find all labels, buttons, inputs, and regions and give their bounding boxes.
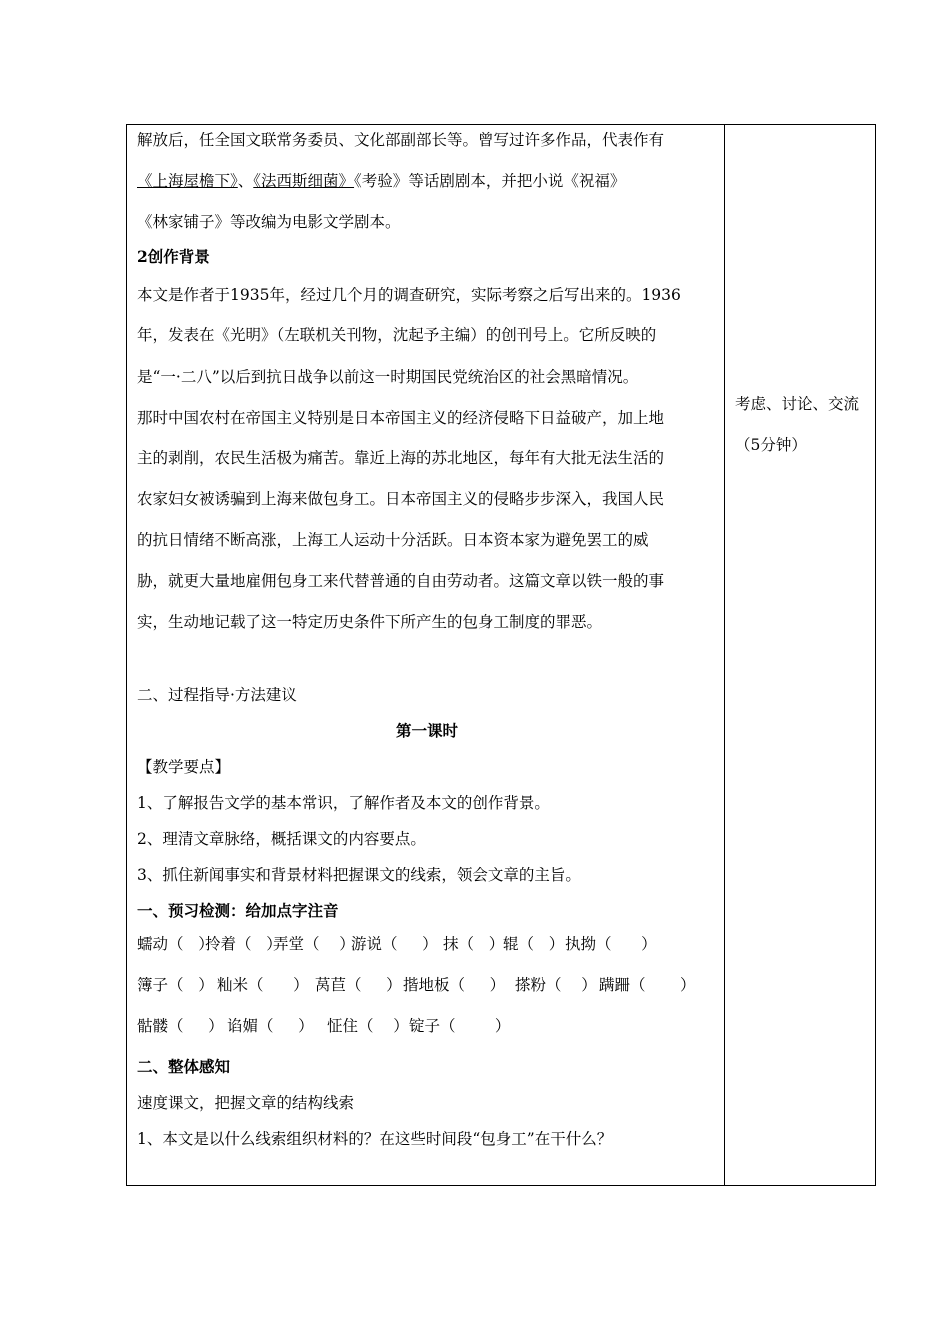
question-1: 1、本文是以什么线索组织材料的？在这些时间段“包身工”在干什么？ bbox=[137, 1130, 613, 1148]
word: 执拗 bbox=[565, 935, 597, 953]
word: 簿子 bbox=[137, 976, 169, 994]
background-line-2: 年，发表在《光明》（左联机关刊物，沈起予主编）的创刊号上。它所反映的 bbox=[137, 326, 657, 344]
pinyin-row-2 bbox=[137, 975, 717, 995]
word: 骷髅 bbox=[137, 1017, 169, 1035]
work-title-1: 《上海屋檐下》 bbox=[137, 172, 238, 190]
intro-line-2 bbox=[137, 171, 717, 191]
key-points-heading: 【教学要点】 bbox=[137, 758, 231, 776]
works-separator: 、 bbox=[237, 172, 254, 190]
lesson-table bbox=[126, 124, 876, 1186]
word-item: 揩地板（ ） bbox=[403, 976, 506, 994]
preview-heading: 一、预习检测：给加点字注音 bbox=[137, 901, 339, 920]
word: 搽粉 bbox=[515, 976, 547, 994]
background-line-8: 胁，就更大量地雇佣包身工来代替普通的自由劳动者。这篇文章以铁一般的事 bbox=[137, 572, 665, 590]
word: 谄媚 bbox=[227, 1017, 259, 1035]
word: 锭子 bbox=[409, 1017, 441, 1035]
word: 莴苣 bbox=[315, 976, 347, 994]
pinyin-row-1 bbox=[137, 934, 717, 954]
word: 怔住 bbox=[327, 1017, 359, 1035]
word: 蠕动 bbox=[137, 935, 169, 953]
work-title-2: 《法西斯细菌》 bbox=[253, 172, 355, 190]
key-point-1: 1、了解报告文学的基本常识，了解作者及本文的创作背景。 bbox=[137, 794, 550, 812]
word: 蹒跚 bbox=[599, 976, 631, 994]
word-item: 游说（ ） bbox=[351, 935, 438, 953]
key-point-2: 2、理清文章脉络，概括课文的内容要点。 bbox=[137, 830, 426, 848]
word-item: 簿子（ ） bbox=[137, 976, 214, 994]
word: 辊 bbox=[503, 935, 519, 953]
word-item: 蠕动（ ） bbox=[137, 935, 214, 953]
word-item: 执拗（ ） bbox=[565, 935, 657, 953]
activity-note: 考虑、讨论、交流 bbox=[735, 395, 860, 413]
overall-text: 速度课文，把握文章的结构线索 bbox=[137, 1094, 355, 1112]
word-item: 莴苣（ ） bbox=[315, 976, 402, 994]
lesson-title: 第一课时 bbox=[395, 721, 458, 740]
word-item: 搽粉（ ） bbox=[515, 976, 597, 994]
word-item: 拎着（ ） bbox=[205, 935, 282, 953]
background-line-5: 主的剥削，农民生活极为痛苦。靠近上海的苏北地区，每年有大批无法生活的 bbox=[137, 449, 665, 467]
pinyin-row-3 bbox=[137, 1016, 717, 1036]
word-item: 骷髅（ ） bbox=[137, 1017, 224, 1035]
intro-line-2-tail: 等话剧剧本，并把小说《祝福》 bbox=[408, 172, 626, 190]
word-item: 辊（ ） bbox=[503, 935, 565, 953]
background-line-7: 的抗日情绪不断高涨，上海工人运动十分活跃。日本资本家为避免罢工的威 bbox=[137, 531, 649, 549]
section2-heading: 2创作背景 bbox=[137, 247, 210, 266]
background-line-6: 农家妇女被诱骗到上海来做包身工。日本帝国主义的侵略步步深入，我国人民 bbox=[137, 490, 665, 508]
intro-line-3: 《林家铺子》等改编为电影文学剧本。 bbox=[137, 213, 401, 231]
background-line-9: 实，生动地记载了这一特定历史条件下所产生的包身工制度的罪恶。 bbox=[137, 613, 603, 631]
word: 游说 bbox=[351, 935, 383, 953]
word: 籼米 bbox=[217, 976, 249, 994]
word: 拎着 bbox=[205, 935, 237, 953]
word-item: 弄堂（ ） bbox=[273, 935, 355, 953]
background-line-1: 本文是作者于1935年，经过几个月的调查研究，实际考察之后写出来的。1936 bbox=[137, 286, 681, 304]
word-item: 谄媚（ ） bbox=[227, 1017, 314, 1035]
background-line-3: 是“一·二八”以后到抗日战争以前这一时期国民党统治区的社会黑暗情况。 bbox=[137, 368, 639, 386]
overall-heading: 二、整体感知 bbox=[137, 1057, 231, 1076]
word: 揩地板 bbox=[403, 976, 450, 994]
part2-heading: 二、过程指导·方法建议 bbox=[137, 686, 297, 704]
intro-line-1: 解放后，任全国文联常务委员、文化部副部长等。曾写过许多作品，代表作有 bbox=[137, 131, 665, 149]
word-item: 抹（ ） bbox=[443, 935, 505, 953]
word: 弄堂 bbox=[273, 935, 305, 953]
word-item: 怔住（ ） bbox=[327, 1017, 409, 1035]
background-line-4: 那时中国农村在帝国主义特别是日本帝国主义的经济侵略下日益破产，加上地 bbox=[137, 409, 665, 427]
column-divider bbox=[724, 125, 725, 1185]
word-item: 锭子（ ） bbox=[409, 1017, 511, 1035]
work-title-3: 《考验》 bbox=[354, 172, 409, 190]
key-point-3: 3、抓住新闻事实和背景材料把握课文的线索，领会文章的主旨。 bbox=[137, 866, 581, 884]
word: 抹 bbox=[443, 935, 459, 953]
word-item: 籼米（ ） bbox=[217, 976, 309, 994]
duration-note: （5分钟） bbox=[735, 436, 807, 454]
word-item: 蹒跚（ ） bbox=[599, 976, 696, 994]
